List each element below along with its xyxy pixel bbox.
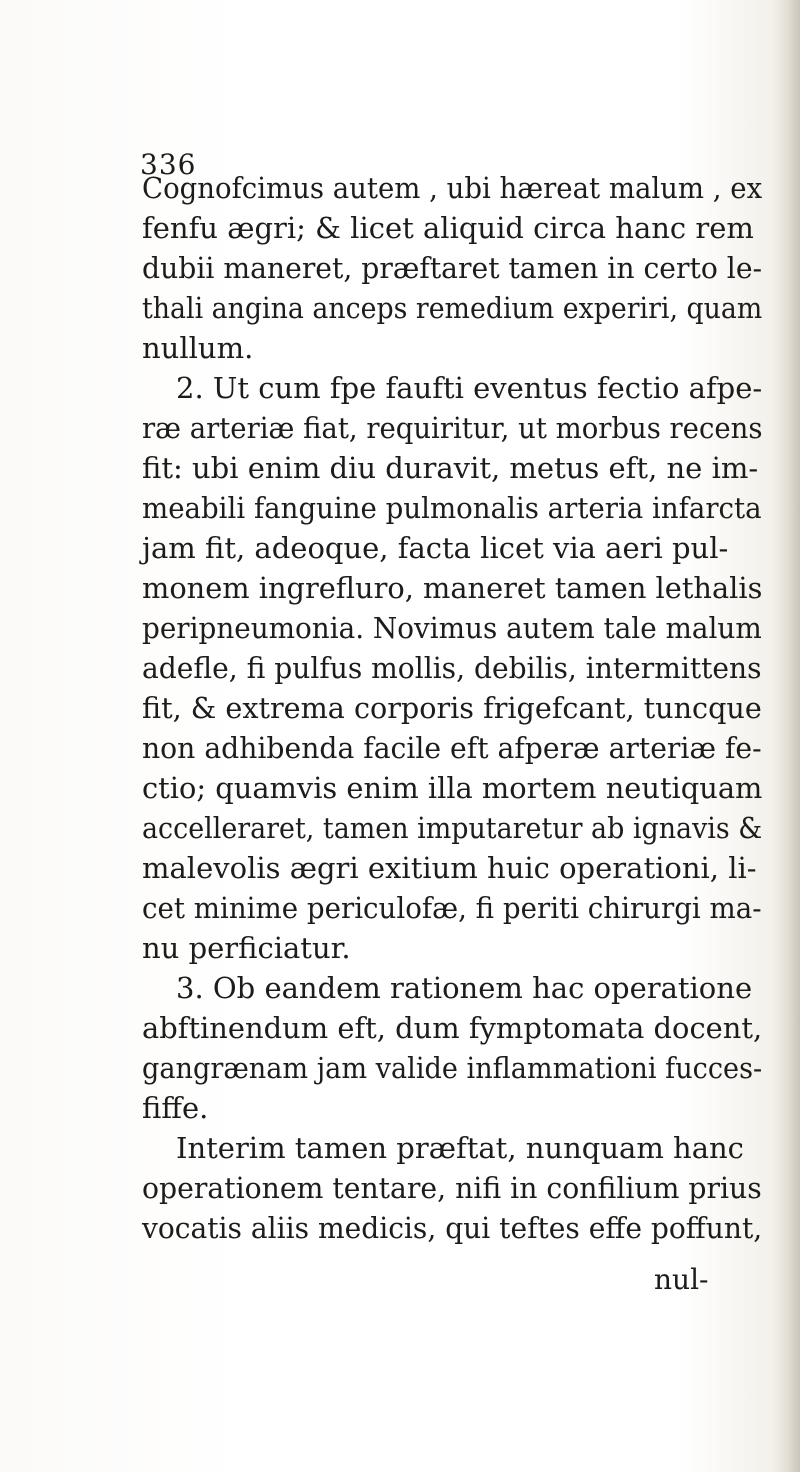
text-line: nu perficiatur. (142, 931, 351, 965)
text-line: fit, & extrema corporis frigefcant, tuncque (142, 691, 762, 725)
text-line: 3. Ob eandem rationem hac operatione (176, 971, 753, 1005)
text-line: gangrænam jam valide inflammationi fucces- (142, 1051, 763, 1085)
text-line: fit: ubi enim diu duravit, metus eft, ne im- (142, 451, 759, 485)
text-line: adefle, fi pulfus mollis, debilis, intermittens (142, 651, 762, 685)
text-line: thali angina anceps remedium experiri, quam (142, 291, 763, 325)
text-line: dubii maneret, præftaret tamen in certo le- (142, 251, 763, 285)
page-edge-shadow (772, 0, 800, 1472)
text-line: fenfu ægri; & licet aliquid circa hanc rem (142, 211, 754, 245)
text-line: 2. Ut cum fpe faufti eventus fectio afpe- (176, 371, 763, 405)
text-line: malevolis ægri exitium huic operationi, li- (142, 851, 757, 885)
text-line: Interim tamen præftat, nunquam hanc (176, 1131, 744, 1165)
text-line: cet minime periculofæ, fi periti chirurgi ma- (142, 891, 762, 925)
page-number: 336 (140, 148, 197, 181)
text-line: ræ arteriæ fiat, requiritur, ut morbus recens (142, 411, 763, 445)
text-line: operationem tentare, nifi in confilium prius (142, 1171, 762, 1205)
text-line: monem ingrefluro, maneret tamen lethalis (142, 571, 763, 605)
text-line: accelleraret, tamen imputaretur ab ignavis & (142, 811, 763, 845)
text-line: Cognofcimus autem , ubi hæreat malum , ex (142, 171, 763, 205)
text-line: peripneumonia. Novimus autem tale malum (142, 611, 762, 645)
text-line: meabili fanguine pulmonalis arteria infarcta (142, 491, 762, 525)
text-line: abftinendum eft, dum fymptomata docent, (142, 1011, 763, 1045)
text-line: jam fit, adeoque, facta licet via aeri pul- (142, 531, 729, 565)
text-line: non adhibenda facile eft afperæ arteriæ fe- (142, 731, 762, 765)
text-line: vocatis aliis medicis, qui teftes effe poffunt, (142, 1211, 763, 1245)
text-line: ctio; quamvis enim illa mortem neutiquam (142, 771, 763, 805)
text-line: fiffe. (142, 1091, 209, 1125)
catchword: nul- (654, 1263, 709, 1296)
text-line: nullum. (142, 331, 254, 365)
